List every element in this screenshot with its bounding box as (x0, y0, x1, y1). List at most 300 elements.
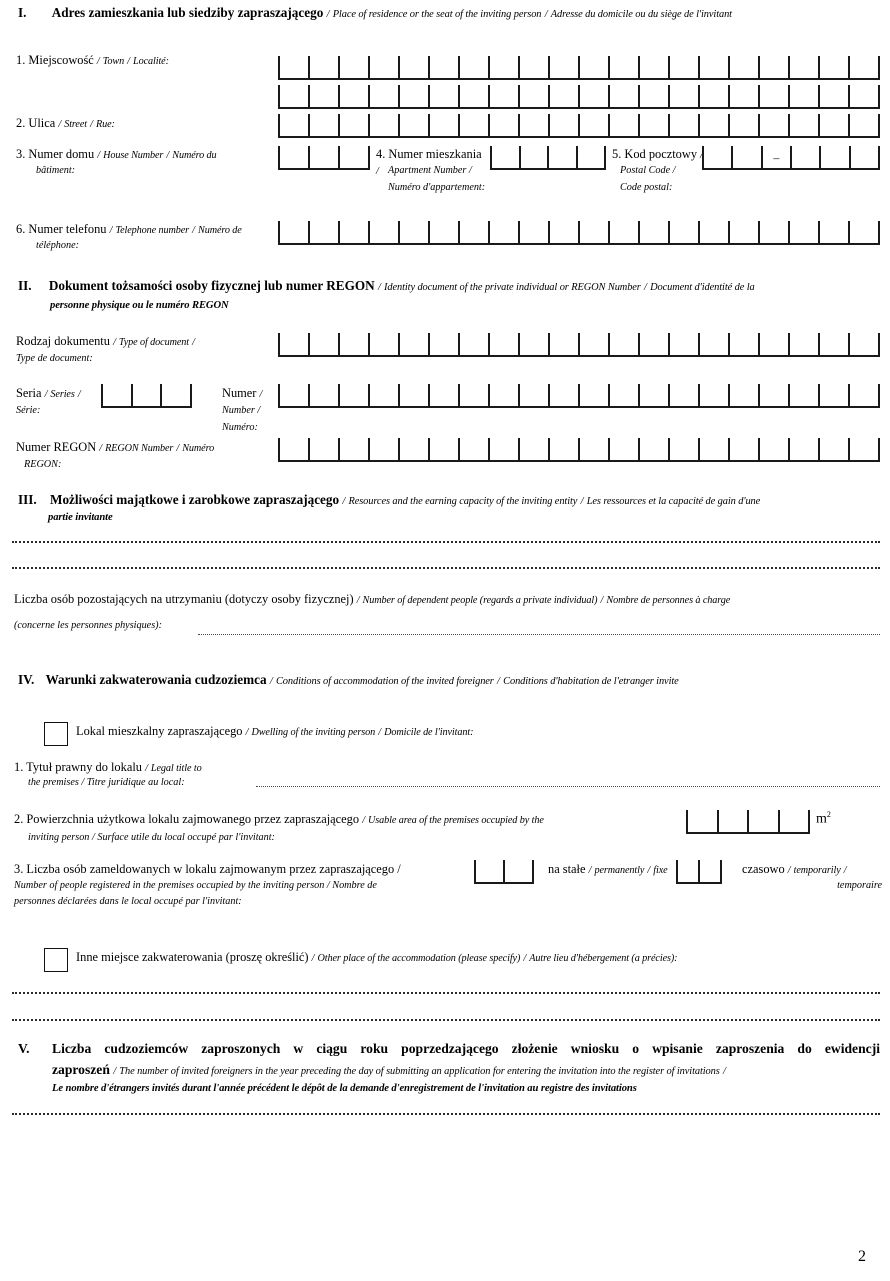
comb-cell[interactable] (698, 114, 728, 136)
comb-cell[interactable] (849, 146, 880, 168)
comb-cell[interactable] (278, 438, 308, 460)
comb-cell[interactable] (458, 114, 488, 136)
page-number: 2 (858, 1248, 866, 1265)
field-postal-code-label-fr-wrap: Code postal: (620, 182, 673, 193)
comb-cell[interactable] (668, 56, 698, 78)
section-I-title-fr: Adresse du domicile ou du siège de l'invitant (550, 9, 732, 20)
field-usable-area-label-en: Usable area of the premises occupied by the (368, 815, 544, 826)
comb-cell[interactable] (728, 221, 758, 243)
comb-cell[interactable] (848, 56, 880, 78)
comb-cell[interactable] (308, 333, 338, 355)
comb-cell[interactable] (788, 56, 818, 78)
comb-cell[interactable] (686, 810, 717, 832)
section-I-separator-1: / (326, 9, 330, 20)
postal-code-dash: – (773, 150, 780, 165)
comb-cell[interactable] (308, 114, 338, 136)
comb-cell[interactable] (518, 333, 548, 355)
comb-cell[interactable] (638, 114, 668, 136)
comb-cell[interactable] (398, 333, 428, 355)
comb-cell[interactable] (788, 438, 818, 460)
comb-cell[interactable] (668, 114, 698, 136)
section-III-notes-line-2[interactable] (12, 567, 880, 569)
field-doc-type-label-en: Type of document (118, 337, 189, 348)
comb-cell[interactable] (818, 56, 848, 78)
comb-cell[interactable] (398, 114, 428, 136)
comb-cell[interactable] (503, 860, 534, 882)
comb-cell[interactable] (758, 333, 788, 355)
field-town-label-fr: Localité (133, 56, 166, 67)
comb-cell[interactable] (668, 384, 698, 406)
field-house-number-label-fr-cont: bâtiment (36, 165, 72, 176)
field-registered-permanently-label-en: permanently (594, 865, 645, 876)
comb-cell[interactable] (458, 438, 488, 460)
comb-cell[interactable] (788, 114, 818, 136)
section-III-title-fr-cont: partie invitante (48, 512, 113, 523)
comb-cell[interactable] (608, 438, 638, 460)
section-V-separator-2: / (722, 1066, 726, 1077)
comb-cell[interactable] (131, 384, 161, 406)
field-town-label-pl: Miejscowość (28, 53, 94, 67)
comb-cell[interactable] (368, 221, 398, 243)
field-regon-label-fr-cont: REGON (24, 459, 58, 470)
field-telephone-input[interactable] (278, 221, 880, 245)
field-registered-temporarily-label: czasowo / temporarily / (742, 862, 847, 876)
field-postal-code-label: 5. Kod pocztowy / (612, 147, 703, 161)
comb-cell[interactable] (490, 146, 519, 168)
comb-cell[interactable] (848, 333, 880, 355)
comb-cell[interactable] (638, 333, 668, 355)
section-I-title-en: Place of residence or the seat of the inviting person (332, 9, 542, 20)
field-doc-number-label-en: Number (222, 405, 255, 416)
comb-cell[interactable] (368, 384, 398, 406)
comb-cell[interactable] (728, 114, 758, 136)
comb-cell[interactable] (338, 56, 368, 78)
comb-cell[interactable] (101, 384, 131, 406)
field-doc-type-label: Rodzaj dokumentu / Type of document / (16, 334, 195, 348)
comb-cell[interactable] (428, 56, 458, 78)
field-usable-area-unit-exponent: 2 (826, 810, 831, 819)
comb-cell[interactable] (368, 438, 398, 460)
comb-cell[interactable] (668, 333, 698, 355)
field-legal-title-input[interactable] (256, 786, 880, 787)
comb-cell[interactable] (698, 56, 728, 78)
comb-cell[interactable] (488, 438, 518, 460)
field-telephone-number: 6. (16, 222, 26, 236)
comb-cell[interactable] (308, 56, 338, 78)
field-usable-area-label: 2. Powierzchnia użytkowa lokalu zajmowanego przez zapraszającego / Usable area of the premises occupied by the (14, 812, 544, 826)
field-apartment-number-label-pl: Numer mieszkania (388, 147, 482, 161)
comb-cell[interactable] (518, 56, 548, 78)
comb-cell[interactable] (608, 56, 638, 78)
comb-cell[interactable] (474, 860, 503, 882)
section-II-title-en: Identity document of the private individual or REGON Number (384, 282, 641, 293)
comb-cell[interactable] (728, 333, 758, 355)
section-V-title-en: The number of invited foreigners in the year preceding the day of submitting an application for entering the invitation into the register of invitations (119, 1066, 720, 1077)
comb-cell[interactable] (488, 56, 518, 78)
comb-cell[interactable] (458, 221, 488, 243)
field-telephone-label-fr: Numéro de (198, 225, 242, 236)
field-registered-permanently-input[interactable] (474, 860, 534, 884)
field-apartment-number-label: 4. Numer mieszkania / (376, 147, 482, 177)
field-dependents-label-fr: Nombre de personnes à charge (606, 595, 731, 606)
field-town-label: 1. Miejscowość / Town / Localité: (16, 53, 169, 67)
field-dependents-label-pl: Liczba osób pozostających na utrzymaniu (dotyczy osoby fizycznej) (14, 592, 354, 606)
comb-cell[interactable] (428, 85, 458, 107)
comb-cell[interactable] (308, 221, 338, 243)
comb-cell[interactable] (698, 333, 728, 355)
comb-cell[interactable] (398, 438, 428, 460)
comb-cell[interactable] (578, 384, 608, 406)
section-V-answer-line[interactable] (12, 1113, 880, 1115)
comb-cell[interactable] (698, 85, 728, 107)
field-house-number-label-en: House Number (103, 150, 164, 161)
field-legal-title-label-cont: the premises / Titre juridique au local: (28, 777, 185, 788)
field-regon-label-pl: Numer REGON (16, 440, 97, 454)
field-town-number: 1. (16, 53, 26, 67)
comb-cell[interactable] (608, 221, 638, 243)
section-I-heading (18, 5, 878, 22)
comb-cell[interactable] (428, 384, 458, 406)
comb-cell[interactable] (578, 333, 608, 355)
section-III-title-fr: Les ressources et la capacité de gain d'une (586, 496, 761, 507)
comb-cell[interactable] (518, 85, 548, 107)
comb-cell[interactable] (398, 56, 428, 78)
field-usable-area-label-fr: Surface utile du local occupé par l'invitant: (97, 832, 275, 843)
comb-cell[interactable] (458, 333, 488, 355)
section-III-notes-line-1[interactable] (12, 541, 880, 543)
comb-cell[interactable] (338, 221, 368, 243)
comb-cell[interactable] (488, 333, 518, 355)
comb-cell[interactable] (278, 384, 308, 406)
comb-cell[interactable] (578, 221, 608, 243)
field-regon-label-fr: Numéro (182, 443, 215, 454)
comb-cell[interactable] (790, 146, 819, 168)
comb-cell[interactable] (548, 438, 578, 460)
field-street-input[interactable] (278, 114, 880, 138)
comb-cell[interactable] (761, 146, 790, 168)
comb-cell[interactable] (638, 438, 668, 460)
field-street-label-pl: Ulica (28, 116, 56, 130)
field-doc-number-input[interactable] (278, 384, 880, 408)
field-series-label-en: Series (50, 389, 75, 400)
comb-cell[interactable] (758, 438, 788, 460)
section-III-title-en: Resources and the earning capacity of the inviting entity (348, 496, 578, 507)
comb-cell[interactable] (848, 221, 880, 243)
comb-cell[interactable] (548, 85, 578, 107)
comb-cell[interactable] (788, 384, 818, 406)
comb-cell[interactable] (848, 438, 880, 460)
field-dependents-label-fr-cont: (concerne les personnes physiques): (14, 620, 162, 631)
comb-cell[interactable] (518, 114, 548, 136)
field-apartment-number-label-fr: Numéro d'appartement (388, 182, 482, 193)
comb-cell[interactable] (728, 438, 758, 460)
field-apartment-number-number: 4. (376, 147, 386, 161)
comb-cell[interactable] (788, 85, 818, 107)
comb-cell[interactable] (747, 810, 778, 832)
comb-cell[interactable] (548, 384, 578, 406)
comb-cell[interactable] (428, 114, 458, 136)
section-IV-title-pl: Warunki zakwaterowania cudzoziemca (45, 672, 267, 687)
comb-cell[interactable] (778, 810, 811, 832)
comb-cell[interactable] (818, 114, 848, 136)
checkbox-dwelling-of-inviting-person[interactable] (44, 722, 68, 746)
section-II-numeral: II. (18, 278, 32, 293)
field-usable-area-label-pl: Powierzchnia użytkowa lokalu zajmowanego przez zapraszającego (26, 812, 360, 826)
comb-cell[interactable] (576, 146, 607, 168)
comb-cell[interactable] (848, 85, 880, 107)
comb-cell[interactable] (368, 333, 398, 355)
section-V-title-line2: zaproszeń (52, 1062, 110, 1077)
comb-cell[interactable] (818, 438, 848, 460)
field-telephone-label-fr-cont: téléphone (36, 240, 76, 251)
comb-cell[interactable] (818, 333, 848, 355)
comb-cell[interactable] (548, 221, 578, 243)
comb-cell[interactable] (488, 384, 518, 406)
field-town-input-row1[interactable] (278, 56, 880, 80)
comb-cell[interactable] (308, 384, 338, 406)
comb-cell[interactable] (338, 146, 370, 168)
comb-cell[interactable] (698, 384, 728, 406)
field-postal-code-label-en: Postal Code (620, 165, 671, 176)
comb-cell[interactable] (698, 221, 728, 243)
comb-cell[interactable] (278, 114, 308, 136)
comb-cell[interactable] (758, 384, 788, 406)
comb-cell[interactable] (818, 221, 848, 243)
section-II-title-pl: Dokument tożsamości osoby fizycznej lub numer REGON (48, 278, 375, 293)
comb-cell[interactable] (368, 85, 398, 107)
comb-cell[interactable] (788, 333, 818, 355)
comb-cell[interactable] (668, 438, 698, 460)
checkbox-dwelling-label-en: Dwelling of the inviting person (251, 727, 376, 738)
comb-cell[interactable] (788, 221, 818, 243)
section-II-title-fr-cont: personne physique ou le numéro REGON (50, 300, 229, 311)
field-apartment-number-input[interactable] (490, 146, 606, 170)
field-postal-code-number: 5. (612, 147, 622, 161)
comb-cell[interactable] (547, 146, 576, 168)
section-III-numeral: III. (18, 492, 37, 507)
comb-cell[interactable] (338, 384, 368, 406)
comb-cell[interactable] (668, 221, 698, 243)
comb-cell[interactable] (731, 146, 760, 168)
section-IV-heading: IV. Warunki zakwaterowania cudzoziemca / Conditions of accommodation of the invited foreigner / Conditions d'habitation de l'etranger invite (18, 672, 679, 687)
field-legal-title-label-en-cont: the premises (28, 777, 79, 788)
comb-cell[interactable] (818, 384, 848, 406)
field-doc-type-input[interactable] (278, 333, 880, 357)
section-III-title-pl: Możliwości majątkowe i zarobkowe zapraszającego (50, 492, 340, 507)
field-dependents-input[interactable] (198, 634, 880, 635)
field-postal-code-label-en-wrap: Postal Code / (620, 165, 676, 176)
field-registered-permanently-label: na stałe / permanently / fixe (548, 862, 668, 876)
comb-cell[interactable] (398, 85, 428, 107)
comb-cell[interactable] (458, 56, 488, 78)
comb-cell[interactable] (758, 221, 788, 243)
field-series-label-fr: Série (16, 405, 37, 416)
section-I-numeral: I. (18, 5, 27, 20)
comb-cell[interactable] (578, 114, 608, 136)
field-registered-persons-label-en: Number of people registered in the premises occupied by the inviting person / Nombre de (14, 880, 377, 891)
comb-cell[interactable] (728, 85, 758, 107)
section-V-title-line1: Liczba cudzoziemców zaproszonych w ciągu roku poprzedzającego złożenie wniosku o wpisanie zaproszenia do ewidencji (52, 1041, 880, 1056)
field-doc-number-label-fr: Numéro (222, 422, 255, 433)
comb-cell[interactable] (519, 146, 548, 168)
comb-cell[interactable] (548, 333, 578, 355)
comb-cell[interactable] (638, 221, 668, 243)
section-V-numeral: V. (18, 1041, 30, 1056)
comb-cell[interactable] (819, 146, 848, 168)
comb-cell[interactable] (668, 85, 698, 107)
field-postal-code-label-fr: Code postal (620, 182, 669, 193)
comb-cell[interactable] (638, 56, 668, 78)
comb-cell[interactable] (278, 146, 308, 168)
field-registered-temporarily-input[interactable] (676, 860, 722, 884)
field-regon-label: Numer REGON / REGON Number / Numéro (16, 440, 215, 454)
comb-cell[interactable] (728, 384, 758, 406)
comb-cell[interactable] (717, 810, 748, 832)
comb-cell[interactable] (548, 56, 578, 78)
comb-cell[interactable] (608, 333, 638, 355)
comb-cell[interactable] (702, 146, 731, 168)
comb-cell[interactable] (398, 384, 428, 406)
section-V-heading-rest (52, 1062, 880, 1079)
comb-cell[interactable] (578, 438, 608, 460)
field-regon-label-fr-cont-wrap: REGON: (24, 459, 62, 470)
field-doc-number-label-pl: Numer (222, 386, 257, 400)
comb-cell[interactable] (428, 221, 458, 243)
comb-cell[interactable] (578, 56, 608, 78)
comb-cell[interactable] (308, 85, 338, 107)
section-IV-other-line-2[interactable] (12, 1019, 880, 1021)
comb-cell[interactable] (368, 56, 398, 78)
field-house-number-label-fr: Numéro du (172, 150, 217, 161)
field-doc-type-label-fr: Type de document (16, 353, 90, 364)
comb-cell[interactable] (818, 85, 848, 107)
field-regon-input[interactable] (278, 438, 880, 462)
comb-cell[interactable] (338, 438, 368, 460)
section-IV-numeral: IV. (18, 672, 35, 687)
comb-cell[interactable] (638, 85, 668, 107)
section-I-separator-2: / (544, 9, 548, 20)
section-V-title-fr: Le nombre d'étrangers invités durant l'année précédent le dépôt de la demande d'enregistrement de l'invitation au registre des invitations (52, 1083, 637, 1094)
field-usable-area-number: 2. (14, 812, 24, 826)
field-postal-code-label-pl: Kod pocztowy (624, 147, 698, 161)
comb-cell[interactable] (278, 221, 308, 243)
comb-cell[interactable] (398, 221, 428, 243)
comb-cell[interactable] (488, 85, 518, 107)
field-postal-code-input[interactable] (702, 146, 880, 170)
field-legal-title-label-pl: Tytuł prawny do lokalu (26, 760, 142, 774)
field-doc-type-label-pl: Rodzaj dokumentu (16, 334, 110, 348)
section-I-title-pl: Adres zamieszkania lub siedziby zapraszającego (51, 5, 324, 20)
comb-cell[interactable] (608, 384, 638, 406)
field-series-input[interactable] (101, 384, 192, 408)
comb-cell[interactable] (698, 438, 728, 460)
field-registered-persons-label (14, 862, 464, 878)
comb-cell[interactable] (338, 85, 368, 107)
comb-cell[interactable] (368, 114, 398, 136)
field-town-input-row2[interactable] (278, 85, 880, 109)
section-III-heading: III. Możliwości majątkowe i zarobkowe zapraszającego / Resources and the earning capacity of the inviting entity / Les ressources et la capacité de gain d'une (18, 492, 761, 507)
field-apartment-number-label-en-wrap: Apartment Number / (388, 165, 472, 176)
field-street-number: 2. (16, 116, 26, 130)
checkbox-dwelling-label-pl: Lokal mieszkalny zapraszającego (76, 724, 243, 738)
comb-cell[interactable] (488, 221, 518, 243)
comb-cell[interactable] (458, 85, 488, 107)
field-house-number-label-fr-cont-wrap: bâtiment: (36, 165, 76, 176)
checkbox-other-accommodation[interactable] (44, 948, 68, 972)
field-registered-temporarily-label-pl: czasowo (742, 862, 785, 876)
field-house-number-input[interactable] (278, 146, 370, 170)
field-apartment-number-label-fr-wrap: Numéro d'appartement: (388, 182, 486, 193)
section-II-title-fr: Document d'identité de la (650, 282, 755, 293)
field-telephone-label-pl: Numer telefonu (28, 222, 107, 236)
field-doc-type-label-fr-wrap: Type de document: (16, 353, 93, 364)
comb-cell[interactable] (338, 333, 368, 355)
checkbox-dwelling-label-fr: Domicile de l'invitant: (384, 727, 474, 738)
field-series-label: Seria / Series / (16, 386, 81, 400)
comb-cell[interactable] (518, 221, 548, 243)
comb-cell[interactable] (518, 384, 548, 406)
comb-cell[interactable] (278, 85, 308, 107)
comb-cell[interactable] (458, 384, 488, 406)
field-legal-title-label-fr: Titre juridique au local: (86, 777, 185, 788)
comb-cell[interactable] (278, 56, 308, 78)
comb-cell[interactable] (428, 333, 458, 355)
field-series-label-fr-wrap: Série: (16, 405, 41, 416)
comb-cell[interactable] (728, 56, 758, 78)
comb-cell[interactable] (518, 438, 548, 460)
field-telephone-label-fr-cont-wrap: téléphone: (36, 240, 80, 251)
field-usable-area-input[interactable] (686, 810, 810, 834)
comb-cell[interactable] (308, 438, 338, 460)
comb-cell[interactable] (278, 333, 308, 355)
field-telephone-label-en: Telephone number (115, 225, 190, 236)
comb-cell[interactable] (608, 114, 638, 136)
field-usable-area-label-cont: inviting person / Surface utile du local occupé par l'invitant: (28, 832, 275, 843)
comb-cell[interactable] (488, 114, 518, 136)
comb-cell[interactable] (758, 85, 788, 107)
comb-cell[interactable] (848, 384, 880, 406)
checkbox-other-accommodation-label: Inne miejsce zakwaterowania (proszę określić) / Other place of the accommodation (please specify) / Autre lieu d'hébergement (a précies): (76, 950, 678, 964)
comb-cell[interactable] (676, 860, 698, 882)
comb-cell[interactable] (608, 85, 638, 107)
field-registered-persons-label-fr: personnes déclarées dans le local occupé par l'invitant: (14, 896, 242, 907)
comb-cell[interactable] (638, 384, 668, 406)
comb-cell[interactable] (548, 114, 578, 136)
comb-cell[interactable] (698, 860, 722, 882)
comb-cell[interactable] (308, 146, 338, 168)
comb-cell[interactable] (758, 114, 788, 136)
field-regon-label-en: REGON Number (105, 443, 174, 454)
field-dependents-label-en: Number of dependent people (regards a private individual) (362, 595, 598, 606)
field-registered-permanently-label-fr: fixe (653, 865, 668, 876)
section-IV-title-fr: Conditions d'habitation de l'etranger invite (503, 676, 679, 687)
field-house-number-label-pl: Numer domu (28, 147, 95, 161)
field-telephone-label: 6. Numer telefonu / Telephone number / Numéro de (16, 222, 242, 236)
field-usable-area-label-en-cont: inviting person (28, 832, 90, 843)
field-registered-permanently-label-pl: na stałe (548, 862, 586, 876)
comb-cell[interactable] (428, 438, 458, 460)
comb-cell[interactable] (578, 85, 608, 107)
section-IV-other-line-1[interactable] (12, 992, 880, 994)
comb-cell[interactable] (160, 384, 192, 406)
checkbox-other-accommodation-label-pl: Inne miejsce zakwaterowania (proszę określić) (76, 950, 309, 964)
comb-cell[interactable] (848, 114, 880, 136)
field-doc-number-label-en-wrap: Number / (222, 405, 261, 416)
field-street-label-fr: Rue (95, 119, 112, 130)
checkbox-dwelling-label: Lokal mieszkalny zapraszającego / Dwelling of the inviting person / Domicile de l'invitant: (76, 724, 474, 738)
comb-cell[interactable] (758, 56, 788, 78)
comb-cell[interactable] (338, 114, 368, 136)
